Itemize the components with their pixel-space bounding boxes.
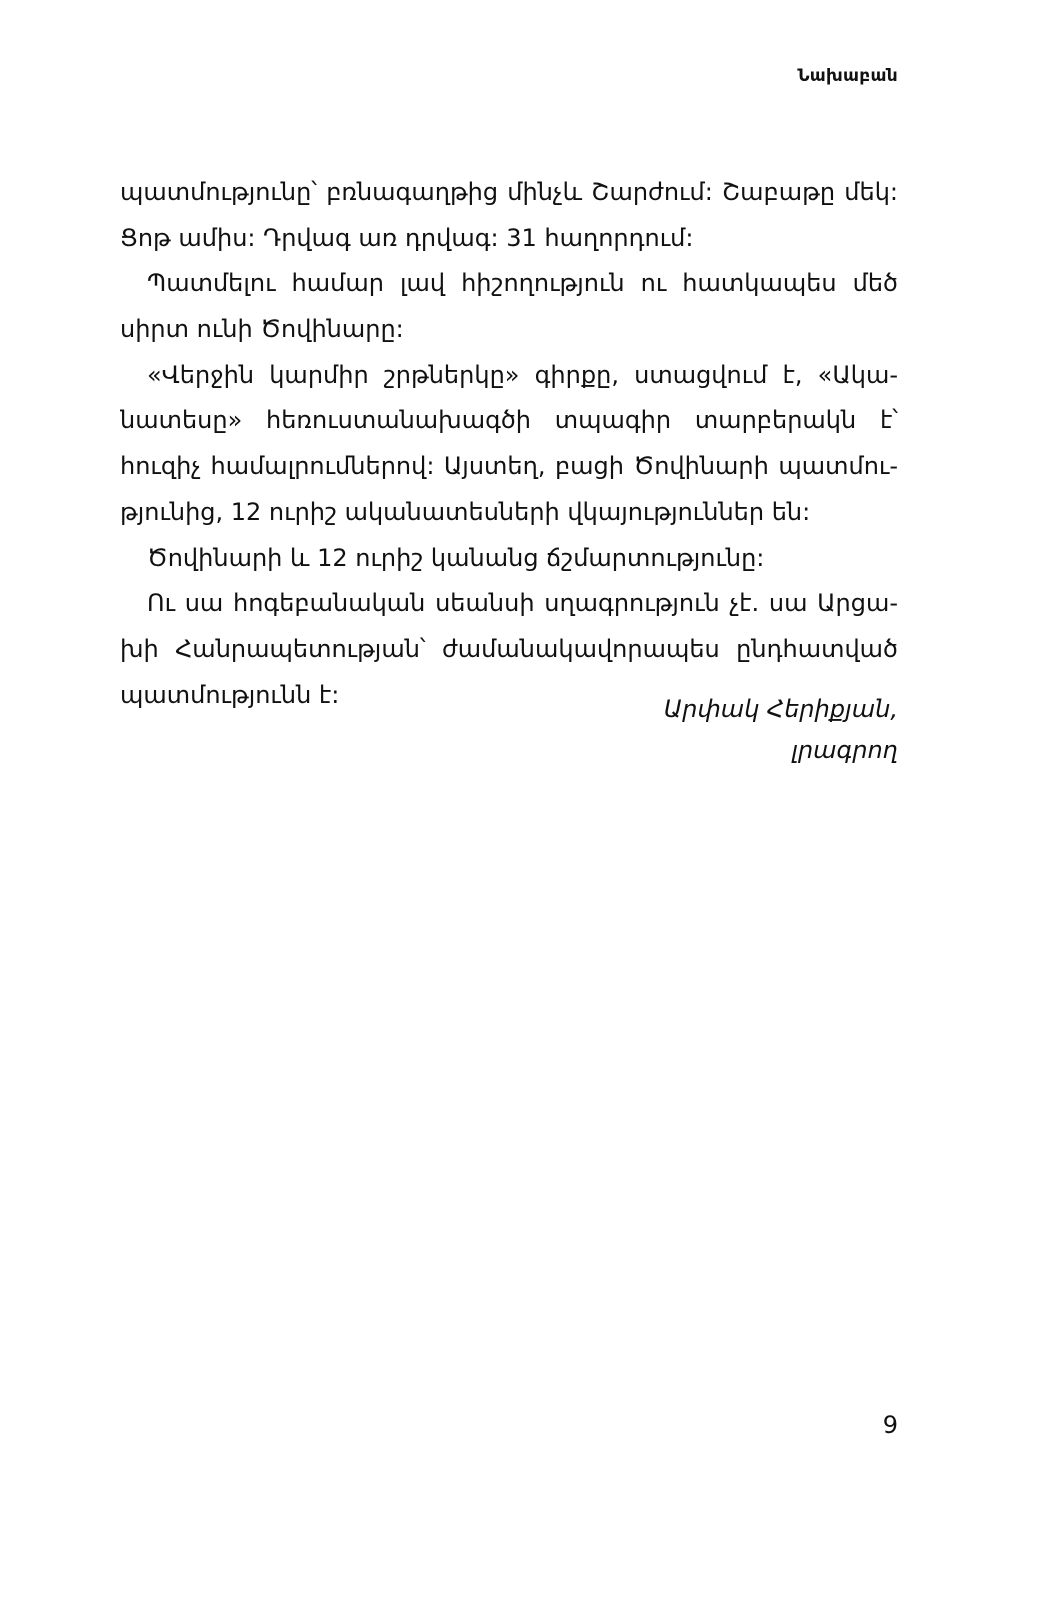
signature-name: Արփակ Հերիքյան, — [663, 695, 898, 723]
signature — [664, 689, 898, 771]
body-line-6: նատեսը» հեռուստանախագծի տպագիր տարբերակն է՝ — [120, 406, 898, 435]
running-head: Նախաբան — [797, 66, 898, 86]
body-line-4: սիրտ ունի Ծովինարը: — [120, 315, 404, 344]
page-number: 9 — [882, 1411, 898, 1439]
body-line-7: հուզիչ համալրումներով: Այստեղ, բացի Ծովինարի պատմու- — [120, 452, 898, 481]
body-line-2: Ցոթ ամիս: Դրվագ առ դրվագ: 31 հաղորդում: — [120, 223, 694, 252]
body-line-10: Ու սա հոգեբանական սեանսի սղագրություն չէ. սա Արցա- — [147, 589, 898, 618]
body-line-8: թյունից, 12 ուրիշ ականատեսների վկայություններ են: — [120, 497, 811, 526]
body-line-12: պատմությունն է: — [120, 680, 340, 709]
body-line-1: պատմությունը՝ բռնագաղթից մինչև Շարժում: Շաբաթը մեկ: — [120, 178, 898, 206]
body-line-3: Պատմելու համար լավ հիշողություն ու հատկապես մեծ — [147, 269, 898, 298]
body-line-5: «Վերջին կարմիր շրթներկը» գիրքը, ստացվում է, «Ակա- — [147, 360, 898, 389]
body-line-9: Ծովինարի և 12 ուրիշ կանանց ճշմարտությունը: — [147, 543, 765, 572]
body-line-11: խի Հանրապետության՝ ժամանակավորապես ընդհատված — [120, 634, 898, 663]
body-text — [120, 170, 898, 718]
signature-role: լրագրող — [791, 736, 898, 764]
